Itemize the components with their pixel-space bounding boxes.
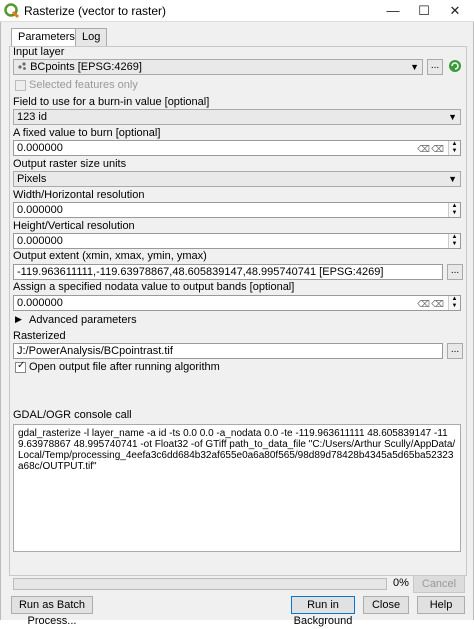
selected-features-checkbox[interactable]: [15, 80, 26, 91]
spin-buttons[interactable]: ▲ ▼: [448, 203, 460, 217]
input-layer-label: Input layer: [13, 46, 65, 58]
size-units-combo[interactable]: [13, 171, 461, 187]
clear-all-icon[interactable]: ⌫: [431, 144, 444, 154]
chevron-down-icon: ▼: [410, 62, 419, 72]
input-layer-browse-button[interactable]: ...: [427, 59, 443, 75]
width-input[interactable]: [13, 202, 461, 218]
input-layer-value: BCpoints [EPSG:4269]: [30, 61, 142, 73]
rasterized-output-value: J:/PowerAnalysis/BCpointrast.tif: [17, 345, 173, 357]
size-units-label: Output raster size units: [13, 158, 127, 170]
fixed-value-input[interactable]: [13, 140, 461, 156]
chevron-down-icon: ▼: [448, 112, 457, 122]
progress-bar: [13, 578, 387, 590]
spin-buttons[interactable]: ▲ ▼: [448, 141, 460, 155]
height-label: Height/Vertical resolution: [13, 220, 135, 232]
title-bar: [0, 0, 474, 22]
tab-parameters[interactable]: Parameters: [11, 28, 82, 47]
run-batch-button[interactable]: Run as Batch Process...: [11, 596, 93, 614]
layer-points-icon: [17, 61, 27, 71]
input-layer-combo[interactable]: [13, 59, 423, 75]
maximize-button[interactable]: ☐: [418, 3, 430, 18]
height-value: 0.000000: [17, 235, 63, 247]
expand-arrow-icon[interactable]: ▶: [15, 314, 22, 324]
rasterized-output-input[interactable]: [13, 343, 443, 359]
extent-label: Output extent (xmin, xmax, ymin, ymax): [13, 250, 207, 262]
size-units-value: Pixels: [17, 173, 47, 185]
nodata-label: Assign a specified nodata value to output bands [optional]: [13, 281, 295, 293]
iterate-icon[interactable]: [447, 59, 463, 75]
clear-icon[interactable]: ⌫: [417, 144, 430, 154]
clear-all-icon[interactable]: ⌫: [431, 299, 444, 309]
width-label: Width/Horizontal resolution: [13, 189, 145, 201]
spin-buttons[interactable]: ▲ ▼: [448, 296, 460, 310]
open-output-label: Open output file after running algorithm: [29, 361, 220, 373]
help-button[interactable]: Help: [417, 596, 465, 614]
console-label: GDAL/OGR console call: [13, 409, 132, 421]
minimize-button[interactable]: —: [386, 3, 400, 18]
extent-browse-button[interactable]: ...: [447, 264, 463, 280]
extent-input[interactable]: [13, 264, 443, 280]
cancel-button[interactable]: Cancel: [413, 575, 465, 593]
width-value: 0.000000: [17, 204, 63, 216]
run-in-background-button[interactable]: Run in Background: [291, 596, 355, 614]
fixed-value-label: A fixed value to burn [optional]: [13, 127, 161, 139]
chevron-down-icon: ▼: [448, 174, 457, 184]
extent-value: -119.963611111,-119.63978867,48.605839147,48.995740741 [EPSG:4269]: [17, 266, 384, 278]
selected-features-label: Selected features only: [29, 79, 138, 91]
burn-field-value: 123 id: [17, 111, 47, 123]
close-button[interactable]: Close: [363, 596, 409, 614]
fixed-value-text: 0.000000: [17, 142, 63, 154]
clear-icon[interactable]: ⌫: [417, 299, 430, 309]
rasterized-label: Rasterized: [13, 330, 66, 342]
window-title: Rasterize (vector to raster): [24, 4, 167, 18]
burn-field-combo[interactable]: [13, 109, 461, 125]
burn-field-label: Field to use for a burn-in value [optional]: [13, 96, 210, 108]
spin-buttons[interactable]: ▲ ▼: [448, 234, 460, 248]
progress-percent: 0%: [393, 577, 409, 589]
open-output-checkbox[interactable]: [15, 362, 26, 373]
tab-log[interactable]: Log: [75, 28, 107, 46]
console-call-text[interactable]: gdal_rasterize -l layer_name -a id -ts 0.0 0.0 -a_nodata 0.0 -te -119.963611111 48.605839147 -119.63978867 48.995740741 -ot Float32 -of GTiff path_to_data_file "C:/Users/Arthur Scully/AppData/Local/Temp/processing_4eefa3c6dd684b32af655e0a6a80f565/98d89d78428b4345a5d65ba52323a68c/OUTPUT.tif": [13, 424, 461, 552]
qgis-logo-icon: [4, 3, 20, 19]
height-input[interactable]: [13, 233, 461, 249]
nodata-input[interactable]: [13, 295, 461, 311]
rasterized-browse-button[interactable]: ...: [447, 343, 463, 359]
nodata-value: 0.000000: [17, 297, 63, 309]
advanced-parameters-toggle[interactable]: Advanced parameters: [29, 314, 137, 326]
dialog-body: [0, 22, 474, 627]
close-window-button[interactable]: ✕: [449, 3, 461, 18]
